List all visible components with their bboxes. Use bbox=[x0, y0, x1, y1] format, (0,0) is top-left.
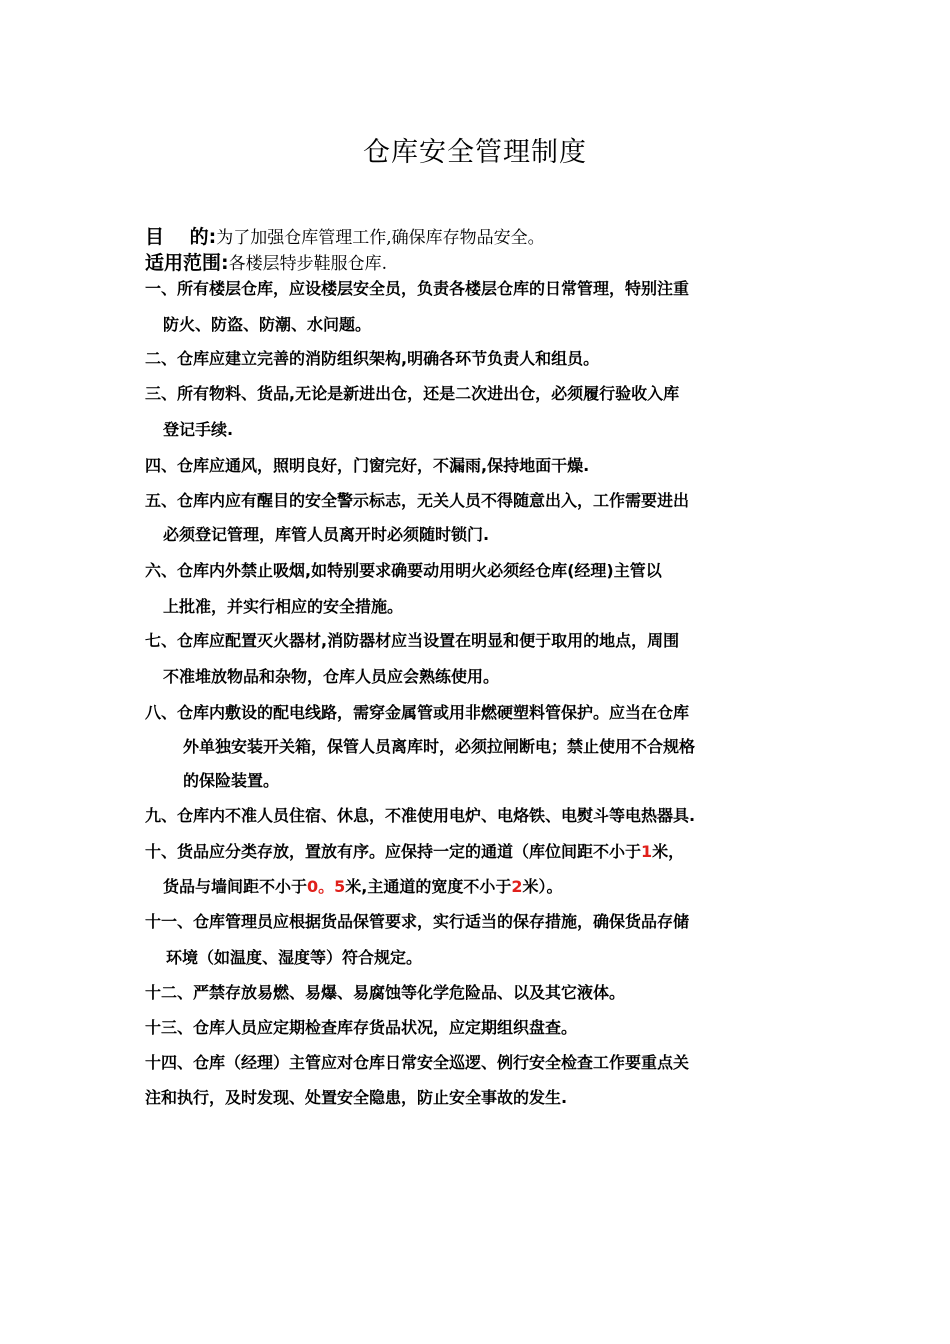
clause-10-text-c: 米， bbox=[652, 842, 685, 861]
clause-10-line-2 bbox=[163, 874, 563, 897]
scope-label: 适用范围: bbox=[145, 252, 229, 274]
clause-2-line-1: 二、仓库应建立完善的消防组织架构,明确各环节负责人和组员。 bbox=[145, 349, 600, 368]
document-title: 仓库安全管理制度 bbox=[363, 137, 587, 168]
clause-10-line-1 bbox=[145, 839, 684, 862]
spacing-value-2: 0。5 bbox=[307, 877, 346, 896]
clause-3-line-1: 三、所有物料、货品,无论是新进出仓，还是二次进出仓，必须履行验收入库 bbox=[145, 384, 680, 403]
clause-12-line-1: 十二、严禁存放易燃、易爆、易腐蚀等化学危险品、以及其它液体。 bbox=[145, 983, 626, 1002]
clause-10-text-d: 货品与墙间距不小于 bbox=[163, 877, 308, 896]
scope-row bbox=[145, 248, 387, 275]
clause-11-line-1: 十一、仓库管理员应根据货品保管要求，实行适当的保存措施，确保货品存储 bbox=[145, 912, 690, 931]
clause-4-line-1: 四、仓库应通风，照明良好，门窗完好，不漏雨,保持地面干燥. bbox=[145, 456, 590, 475]
spacing-value-1: 1 bbox=[641, 842, 653, 861]
clause-8-line-3: 的保险装置。 bbox=[183, 771, 280, 790]
clause-6-line-1: 六、仓库内外禁止吸烟,如特别要求确要动用明火必须经仓库(经理)主管以 bbox=[145, 561, 662, 580]
clause-1-line-2: 防火、防盗、防潮、水问题。 bbox=[163, 315, 372, 334]
clause-13-line-1: 十三、仓库人员应定期检查库存货品状况，应定期组织盘查。 bbox=[145, 1018, 578, 1037]
scope-text: 各楼层特步鞋服仓库. bbox=[228, 254, 388, 274]
clause-5-line-2: 必须登记管理，库管人员离开时必须随时锁门. bbox=[163, 525, 490, 544]
clause-6-line-2: 上批准，并实行相应的安全措施。 bbox=[163, 597, 404, 616]
clause-1-line-1: 一、所有楼层仓库，应设楼层安全员，负责各楼层仓库的日常管理，特别注重 bbox=[145, 279, 690, 298]
purpose-label: 目 的: bbox=[145, 226, 217, 248]
clause-8-line-2: 外单独安装开关箱，保管人员离库时，必须拉闸断电；禁止使用不合规格 bbox=[183, 737, 696, 756]
purpose-row bbox=[145, 222, 545, 249]
clause-10-text-e: 米,主通道的宽度不小于 bbox=[345, 877, 512, 896]
clause-3-line-2: 登记手续. bbox=[163, 420, 234, 439]
clause-7-line-2: 不准堆放物品和杂物，仓库人员应会熟练使用。 bbox=[163, 667, 500, 686]
clause-11-line-2: 环境（如温度、湿度等）符合规定。 bbox=[166, 948, 423, 967]
clause-14-line-2: 注和执行，及时发现、处置安全隐患，防止安全事故的发生. bbox=[145, 1088, 568, 1107]
purpose-text: 为了加强仓库管理工作,确保库存物品安全。 bbox=[216, 228, 545, 248]
clause-10-text-f: 米）。 bbox=[522, 877, 563, 896]
clause-5-line-1: 五、仓库内应有醒目的安全警示标志，无关人员不得随意出入，工作需要进出 bbox=[145, 491, 690, 510]
clause-9-line-1: 九、仓库内不准人员住宿、休息，不准使用电炉、电烙铁、电熨斗等电热器具. bbox=[145, 806, 696, 825]
clause-10-text-a: 十、货品应分类存放，置放有序。应保持一定的通道（库位间距不小于 bbox=[145, 842, 642, 861]
clause-7-line-1: 七、仓库应配置灭火器材,消防器材应当设置在明显和便于取用的地点，周围 bbox=[145, 631, 680, 650]
spacing-value-3: 2 bbox=[511, 877, 523, 896]
clause-14-line-1: 十四、仓库（经理）主管应对仓库日常安全巡逻、例行安全检查工作要重点关 bbox=[145, 1053, 690, 1072]
clause-8-line-1: 八、仓库内敷设的配电线路，需穿金属管或用非燃硬塑料管保护。应当在仓库 bbox=[145, 703, 690, 722]
